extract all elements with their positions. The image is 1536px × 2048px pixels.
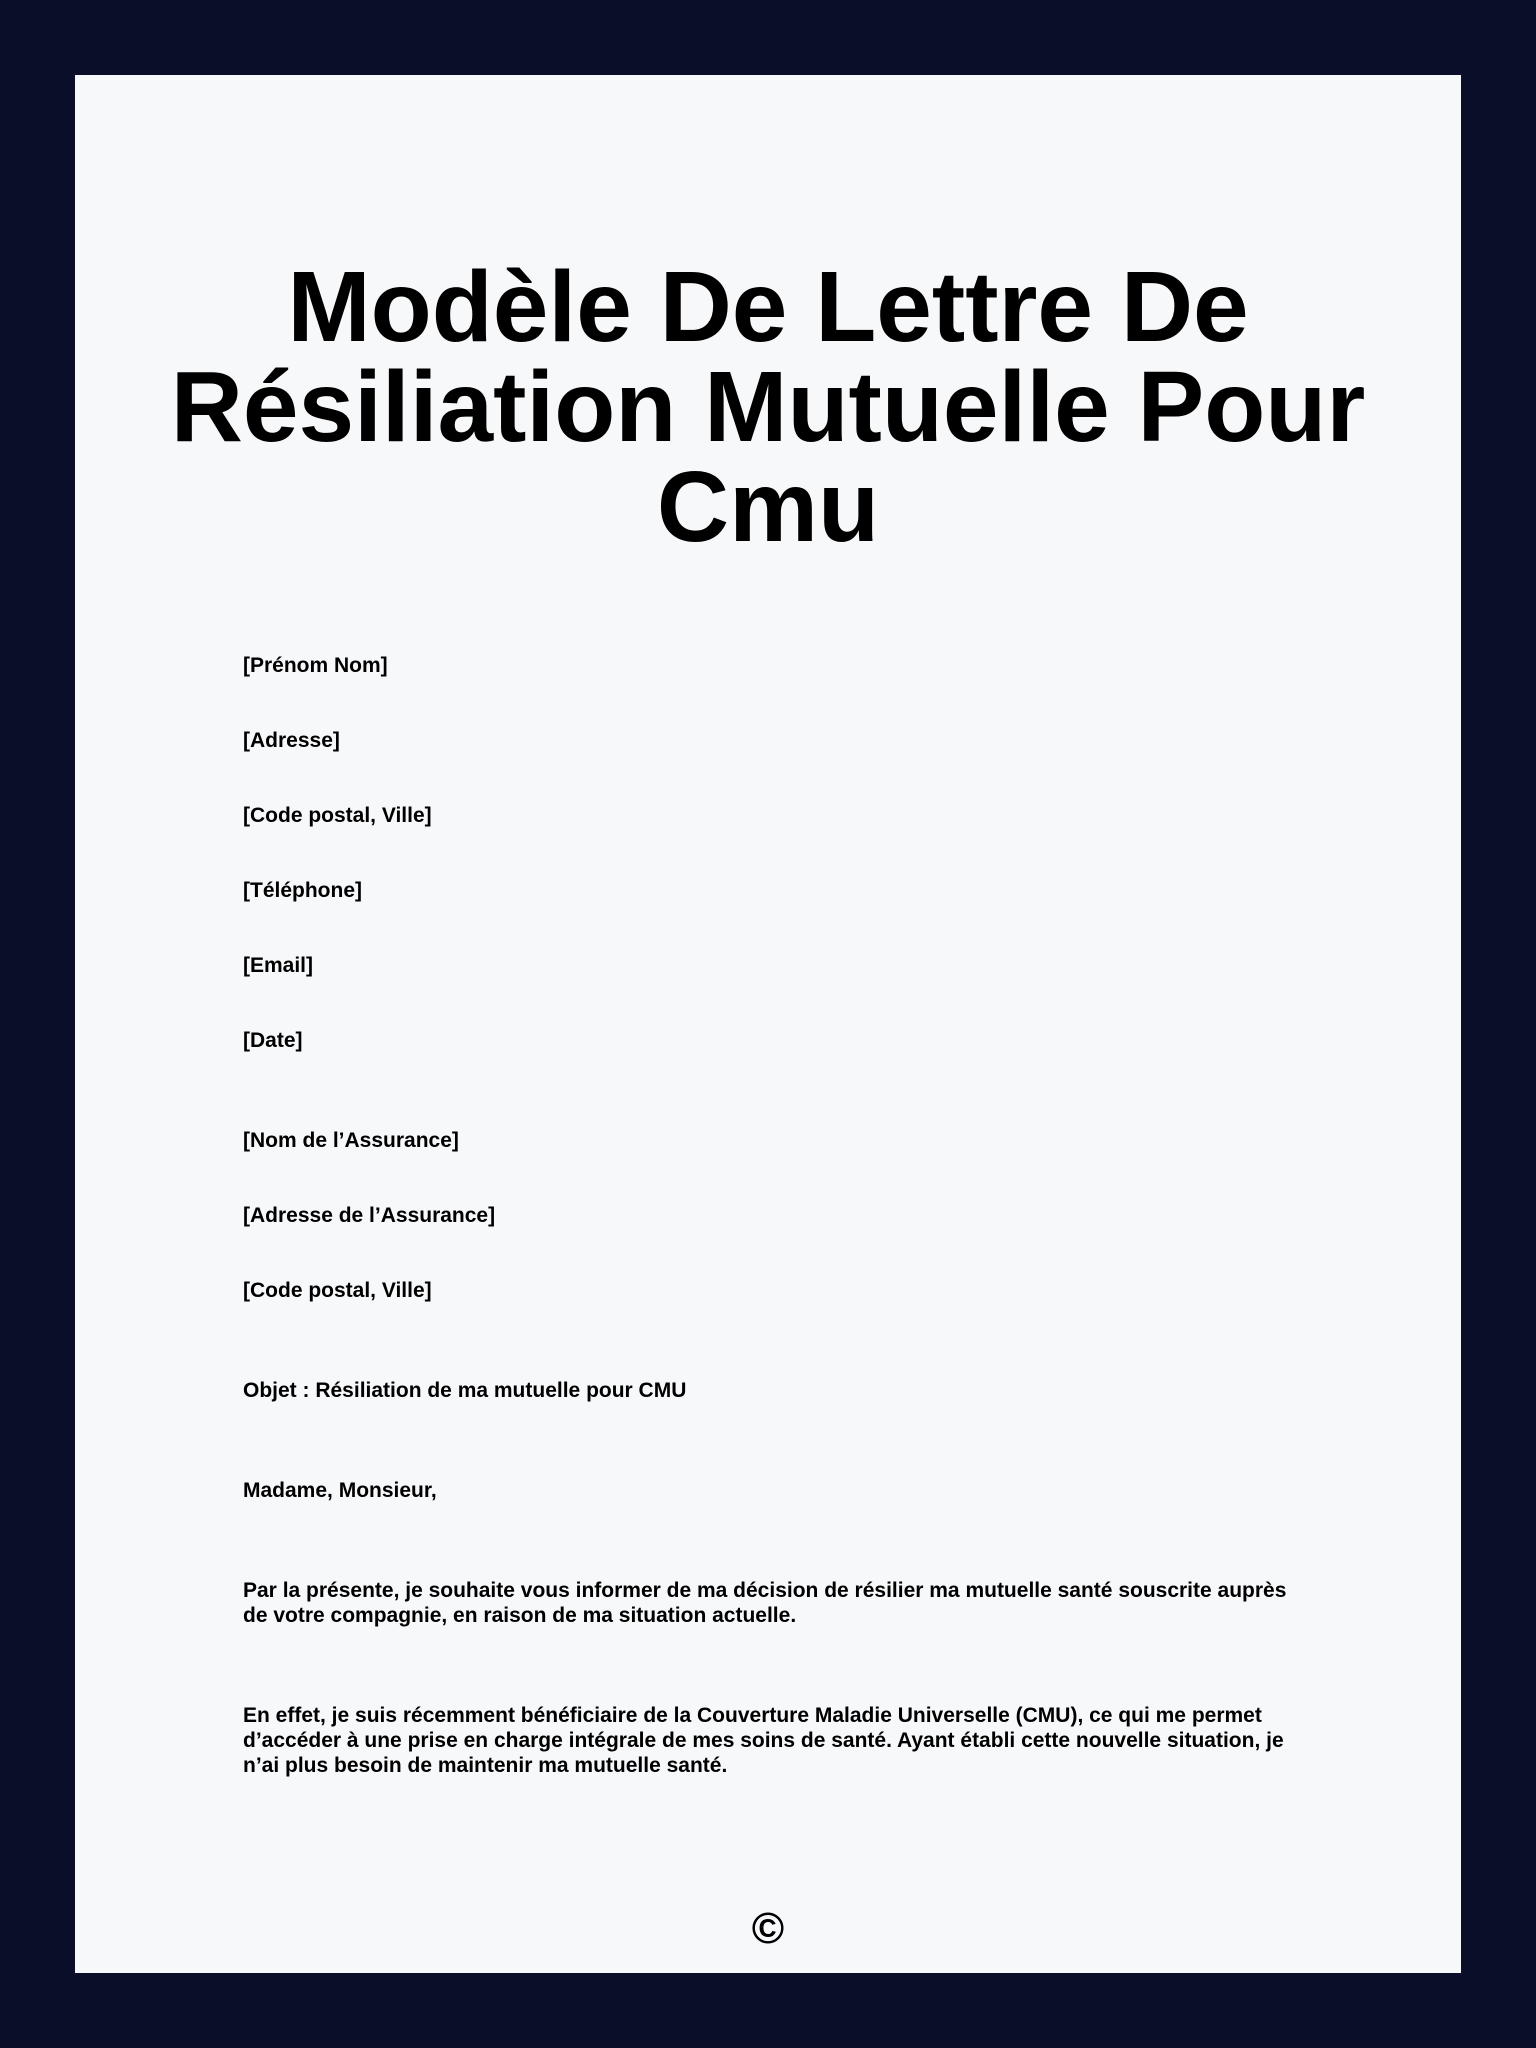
- field-code-postal-ville: [Code postal, Ville]: [243, 804, 432, 827]
- body-paragraph-2: En effet, je suis récemment bénéficiaire de la Couverture Maladie Universelle (CMU), ce qui me permet d’accéder à une prise en charge intégrale de mes soins de santé. Ayant établi cette nouvelle situation, je n’ai plus besoin de maintenir ma mutuelle santé.: [243, 1704, 1284, 1777]
- field-adresse-assurance: [Adresse de l’Assurance]: [243, 1204, 496, 1227]
- field-nom-assurance: [Nom de l’Assurance]: [243, 1129, 459, 1152]
- subject-line: Objet : Résiliation de ma mutuelle pour CMU: [243, 1379, 687, 1402]
- field-telephone: [Téléphone]: [243, 879, 362, 902]
- field-adresse: [Adresse]: [243, 729, 340, 752]
- copyright-symbol: ©: [751, 1904, 785, 1953]
- letter-body: [243, 653, 1293, 1778]
- field-date: [Date]: [243, 1029, 303, 1052]
- body-paragraph-1: Par la présente, je souhaite vous informer de ma décision de résilier ma mutuelle santé souscrite auprès de votre compagnie, en raison de ma situation actuelle.: [243, 1579, 1287, 1627]
- field-email: [Email]: [243, 954, 314, 977]
- document-title: Modèle De Lettre De Résiliation Mutuelle Pour Cmu: [170, 251, 1366, 563]
- field-code-postal-ville-assurance: [Code postal, Ville]: [243, 1279, 432, 1302]
- salutation-line: Madame, Monsieur,: [243, 1479, 437, 1502]
- document-page: [75, 75, 1461, 1973]
- field-prenom-nom: [Prénom Nom]: [243, 654, 388, 677]
